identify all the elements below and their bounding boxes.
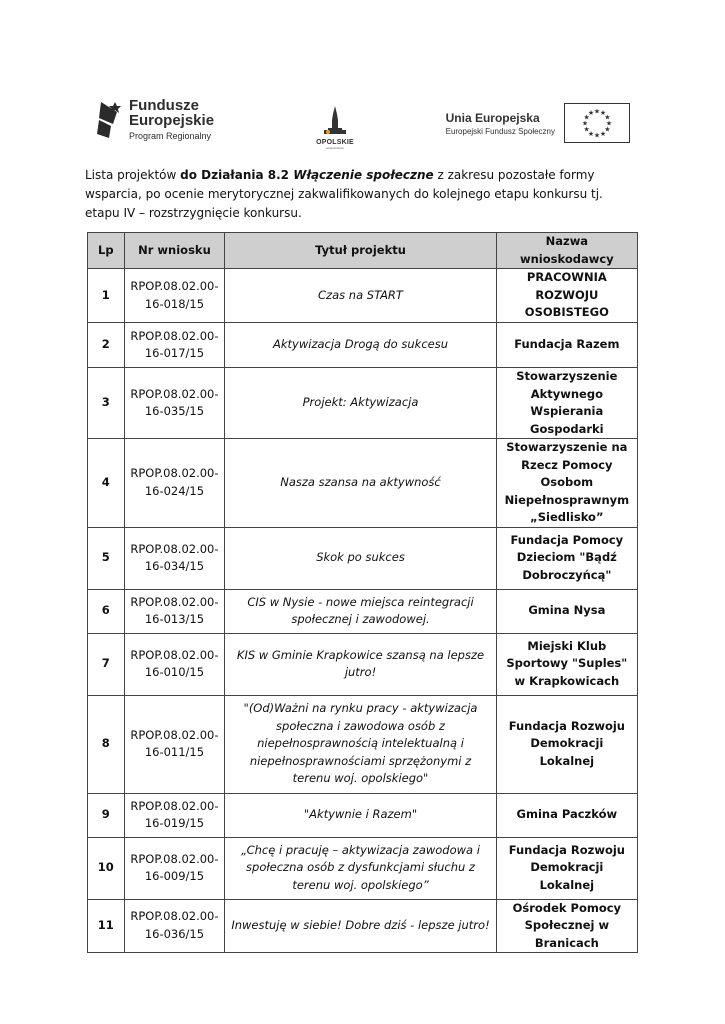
eu-flag-icon: [564, 103, 630, 143]
eu-star-icon: ★: [593, 107, 601, 116]
row-title: "(Od)Ważni na rynku pracy - aktywizacja społeczna i zawodowa osób z niepełnosprawnością intelektualną i niepełnosprawnościami sprzężonymi z terenu woj. opolskiego": [225, 695, 496, 793]
row-lp: 4: [88, 439, 125, 528]
row-name: Gmina Nysa: [496, 589, 637, 633]
opolskie-name: OPOLSKIE: [316, 139, 354, 146]
row-lp: 7: [88, 633, 125, 695]
row-nr: RPOP.08.02.00-16-036/15: [124, 899, 225, 953]
intro-part1: Lista projektów: [85, 168, 181, 182]
eu-star-icon: ★: [583, 113, 590, 122]
fundusze-europejskie-icon: [95, 98, 123, 140]
row-name: Fundacja Rozwoju Demokracji Lokalnej: [496, 837, 637, 899]
eu-star-icon: ★: [605, 119, 613, 128]
table-row: [88, 439, 638, 528]
row-name: Miejski Klub Sportowy "Suples" w Krapkowicach: [496, 633, 637, 695]
row-lp: 8: [88, 695, 125, 793]
header-lp: Lp: [88, 233, 125, 269]
table-row: [88, 269, 638, 323]
row-nr: RPOP.08.02.00-16-013/15: [124, 589, 225, 633]
row-title: „Chcę i pracuję – aktywizacja zawodowa i społeczna osób z dysfunkcjami słuchu z terenu woj. opolskiego”: [225, 837, 496, 899]
row-lp: 10: [88, 837, 125, 899]
table-row: [88, 368, 638, 439]
row-name: Stowarzyszenie na Rzecz Pomocy Osobom Niepełnosprawnym „Siedlisko”: [496, 439, 637, 528]
row-name: PRACOWNIA ROZWOJU OSOBISTEGO: [496, 269, 637, 323]
row-lp: 3: [88, 368, 125, 439]
row-nr: RPOP.08.02.00-16-009/15: [124, 837, 225, 899]
row-name: Stowarzyszenie Aktywnego Wspierania Gospodarki: [496, 368, 637, 439]
header-nr: Nr wniosku: [124, 233, 225, 269]
table-row: [88, 527, 638, 589]
table-row: [88, 837, 638, 899]
row-title: Aktywizacja Drogą do sukcesu: [225, 323, 496, 368]
intro-part4: z zakresu pozostałe formy wsparcia, po ocenie merytorycznej zakwalifikowanych do kolejnego etapu konkursu tj. etapu IV – rozstrzygnięcie konkursu.: [85, 168, 603, 220]
row-name: Gmina Paczków: [496, 793, 637, 837]
eu-star-icon: ★: [583, 125, 590, 134]
row-nr: RPOP.08.02.00-16-018/15: [124, 269, 225, 323]
table-row: [88, 899, 638, 953]
fundusze-europejskie-logo: [95, 98, 214, 144]
row-title: CIS w Nysie - nowe miejsca reintegracji społecznej i zawodowej.: [225, 589, 496, 633]
intro-part3: Włączenie społeczne: [293, 168, 434, 182]
row-lp: 5: [88, 527, 125, 589]
row-name: Fundacja Pomocy Dzieciom "Bądź Dobroczyńcą": [496, 527, 637, 589]
eu-star-icon: ★: [599, 109, 607, 118]
logos-bar: [95, 98, 630, 148]
eu-star-icon: ★: [604, 113, 611, 122]
table-header-row: [88, 233, 638, 269]
row-lp: 2: [88, 323, 125, 368]
table-row: [88, 695, 638, 793]
opolskie-tower-icon: [323, 106, 347, 134]
row-title: Inwestuję w siebie! Dobre dziś - lepsze jutro!: [225, 899, 496, 953]
fundusze-line1: Fundusze: [129, 97, 199, 114]
fundusze-line3: Program Regionalny: [129, 131, 212, 141]
row-nr: RPOP.08.02.00-16-010/15: [124, 633, 225, 695]
row-lp: 9: [88, 793, 125, 837]
eu-star-icon: ★: [599, 129, 607, 138]
opolskie-logo: [305, 106, 365, 150]
eu-star-icon: ★: [604, 125, 611, 134]
row-lp: 11: [88, 899, 125, 953]
intro-part2: do Działania 8.2: [180, 168, 294, 182]
row-title: Nasza szansa na aktywność: [225, 439, 496, 528]
row-nr: RPOP.08.02.00-16-017/15: [124, 323, 225, 368]
row-nr: RPOP.08.02.00-16-035/15: [124, 368, 225, 439]
row-title: Projekt: Aktywizacja: [225, 368, 496, 439]
table-row: [88, 589, 638, 633]
row-name: Ośrodek Pomocy Społecznej w Branicach: [496, 899, 637, 953]
row-nr: RPOP.08.02.00-16-034/15: [124, 527, 225, 589]
row-title: Czas na START: [225, 269, 496, 323]
projects-table: [87, 232, 638, 953]
row-title: KIS w Gminie Krapkowice szansą na lepsze jutro!: [225, 633, 496, 695]
header-name: Nazwa wnioskodawcy: [496, 233, 637, 269]
intro-paragraph: [85, 166, 640, 223]
row-lp: 1: [88, 269, 125, 323]
fundusze-line2: Europejskie: [129, 112, 215, 129]
table-row: [88, 633, 638, 695]
eu-line1: Unia Europejska: [445, 110, 540, 125]
row-nr: RPOP.08.02.00-16-011/15: [124, 695, 225, 793]
row-title: Skok po sukces: [225, 527, 496, 589]
unia-europejska-logo: [446, 103, 630, 143]
opolskie-sub: województwo: [326, 146, 344, 150]
table-row: [88, 793, 638, 837]
row-title: "Aktywnie i Razem": [225, 793, 496, 837]
eu-star-icon: ★: [587, 129, 595, 138]
eu-star-icon: ★: [581, 119, 589, 128]
row-nr: RPOP.08.02.00-16-024/15: [124, 439, 225, 528]
row-name: Fundacja Rozwoju Demokracji Lokalnej: [496, 695, 637, 793]
table-row: [88, 323, 638, 368]
eu-star-icon: ★: [587, 109, 595, 118]
header-title: Tytuł projektu: [225, 233, 496, 269]
eu-star-icon: ★: [593, 131, 601, 140]
row-name: Fundacja Razem: [496, 323, 637, 368]
row-nr: RPOP.08.02.00-16-019/15: [124, 793, 225, 837]
row-lp: 6: [88, 589, 125, 633]
eu-line2: Europejski Fundusz Społeczny: [445, 126, 555, 136]
